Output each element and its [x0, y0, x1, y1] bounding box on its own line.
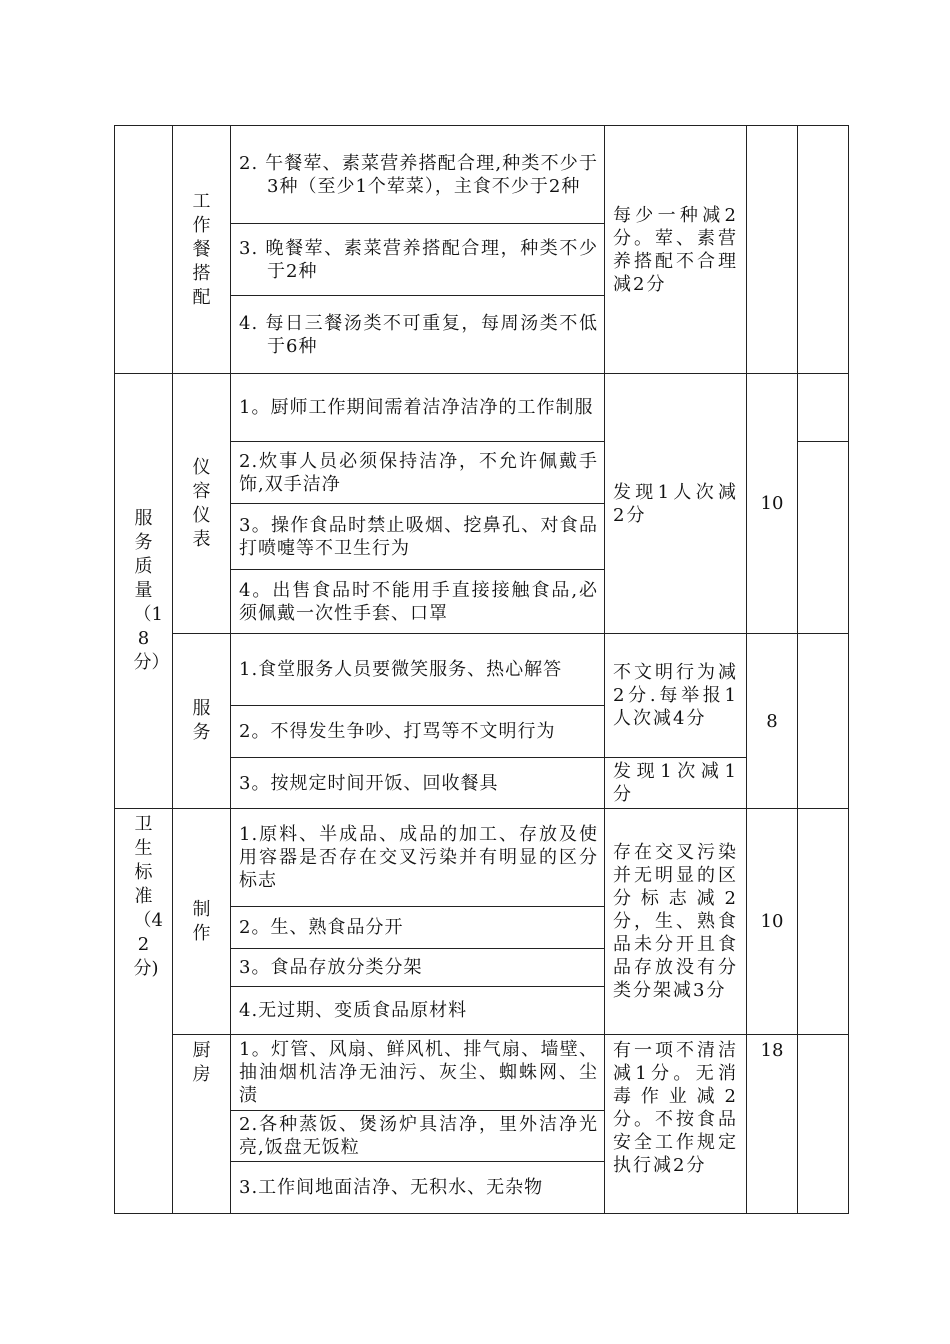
deduction-rule: 有一项不清洁减1分。无消毒作业减2分。不按食品安全工作规定执行减2分: [605, 1035, 747, 1214]
criteria-item: 3。操作食品时禁止吸烟、挖鼻孔、对食品打喷嚏等不卫生行为: [231, 504, 605, 570]
score-cell: 8: [747, 634, 798, 809]
subcategory-cell: [173, 374, 231, 634]
category-cell: [115, 809, 173, 1214]
criteria-item: 2。不得发生争吵、打骂等不文明行为: [231, 706, 605, 758]
category-cell-empty: [115, 126, 173, 374]
criteria-item: 1.原料、半成品、成品的加工、存放及使用容器是否存在交叉污染并有明显的区分标志: [231, 809, 605, 907]
score-cell: 10: [747, 809, 798, 1035]
criteria-item: 3。按规定时间开饭、回收餐具: [231, 758, 605, 809]
criteria-item: 4. 每日三餐汤类不可重复，每周汤类不低于6种: [231, 296, 605, 374]
blank-cell: [798, 442, 849, 634]
category-label: 卫生标准（42分): [133, 814, 163, 979]
category-label: 服务质量（18分）: [133, 508, 170, 673]
criteria-item: 1。灯管、风扇、鲜风机、排气扇、墙壁、抽油烟机洁净无油污、灰尘、蜘蛛网、尘渍: [231, 1035, 605, 1111]
criteria-item: 4。出售食品时不能用手直接接触食品,必须佩戴一次性手套、口罩: [231, 570, 605, 634]
table-row: [115, 1035, 849, 1111]
deduction-rule: 发现1人次减2分: [605, 374, 747, 634]
blank-cell: [798, 374, 849, 442]
blank-cell: [798, 809, 849, 1035]
criteria-item: 4.无过期、变质食品原材料: [231, 987, 605, 1035]
criteria-item: 2。生、熟食品分开: [231, 907, 605, 949]
category-cell: [115, 374, 173, 809]
deduction-rule: 不文明行为减2分.每举报1人次减4分: [605, 634, 747, 758]
subcategory-label: 仪容仪表: [192, 456, 211, 550]
criteria-item: 2. 午餐荤、素菜营养搭配合理,种类不少于3种（至少1个荤菜），主食不少于2种: [231, 126, 605, 224]
criteria-item: 3。食品存放分类分架: [231, 949, 605, 987]
deduction-rule: 每少一种减2分。荤、素营养搭配不合理减2分: [605, 126, 747, 374]
subcategory-cell: [173, 1035, 231, 1214]
subcategory-label: 服务: [192, 698, 211, 743]
evaluation-table: [114, 125, 849, 1214]
subcategory-cell: [173, 126, 231, 374]
blank-cell: [798, 634, 849, 809]
blank-cell: [798, 1035, 849, 1214]
table-row: [115, 809, 849, 907]
criteria-item: 1。厨师工作期间需着洁净洁净的工作制服: [231, 374, 605, 442]
criteria-item: 2.各种蒸饭、煲汤炉具洁净，里外洁净光亮,饭盘无饭粒: [231, 1111, 605, 1162]
deduction-rule: 发现1次减1分: [605, 758, 747, 809]
subcategory-label: 工作餐搭配: [192, 190, 211, 308]
criteria-item: 3.工作间地面洁净、无积水、无杂物: [231, 1162, 605, 1214]
score-cell: [747, 126, 798, 374]
criteria-item: 3. 晚餐荤、素菜营养搭配合理，种类不少于2种: [231, 224, 605, 296]
table-row: [115, 374, 849, 442]
subcategory-cell: [173, 634, 231, 809]
table-row: [115, 126, 849, 224]
score-cell: 10: [747, 374, 798, 634]
score-cell: 18: [747, 1035, 798, 1214]
subcategory-cell: [173, 809, 231, 1035]
subcategory-label: 制作: [192, 898, 211, 944]
table-row: [115, 634, 849, 706]
blank-cell: [798, 126, 849, 374]
criteria-item: 1.食堂服务人员要微笑服务、热心解答: [231, 634, 605, 706]
deduction-rule: 存在交叉污染并无明显的区分标志减2分，生、熟食品未分开且食品存放没有分类分架减3分: [605, 809, 747, 1035]
subcategory-label: 厨房: [192, 1040, 211, 1085]
criteria-item: 2.炊事人员必须保持洁净，不允许佩戴手饰,双手洁净: [231, 442, 605, 504]
